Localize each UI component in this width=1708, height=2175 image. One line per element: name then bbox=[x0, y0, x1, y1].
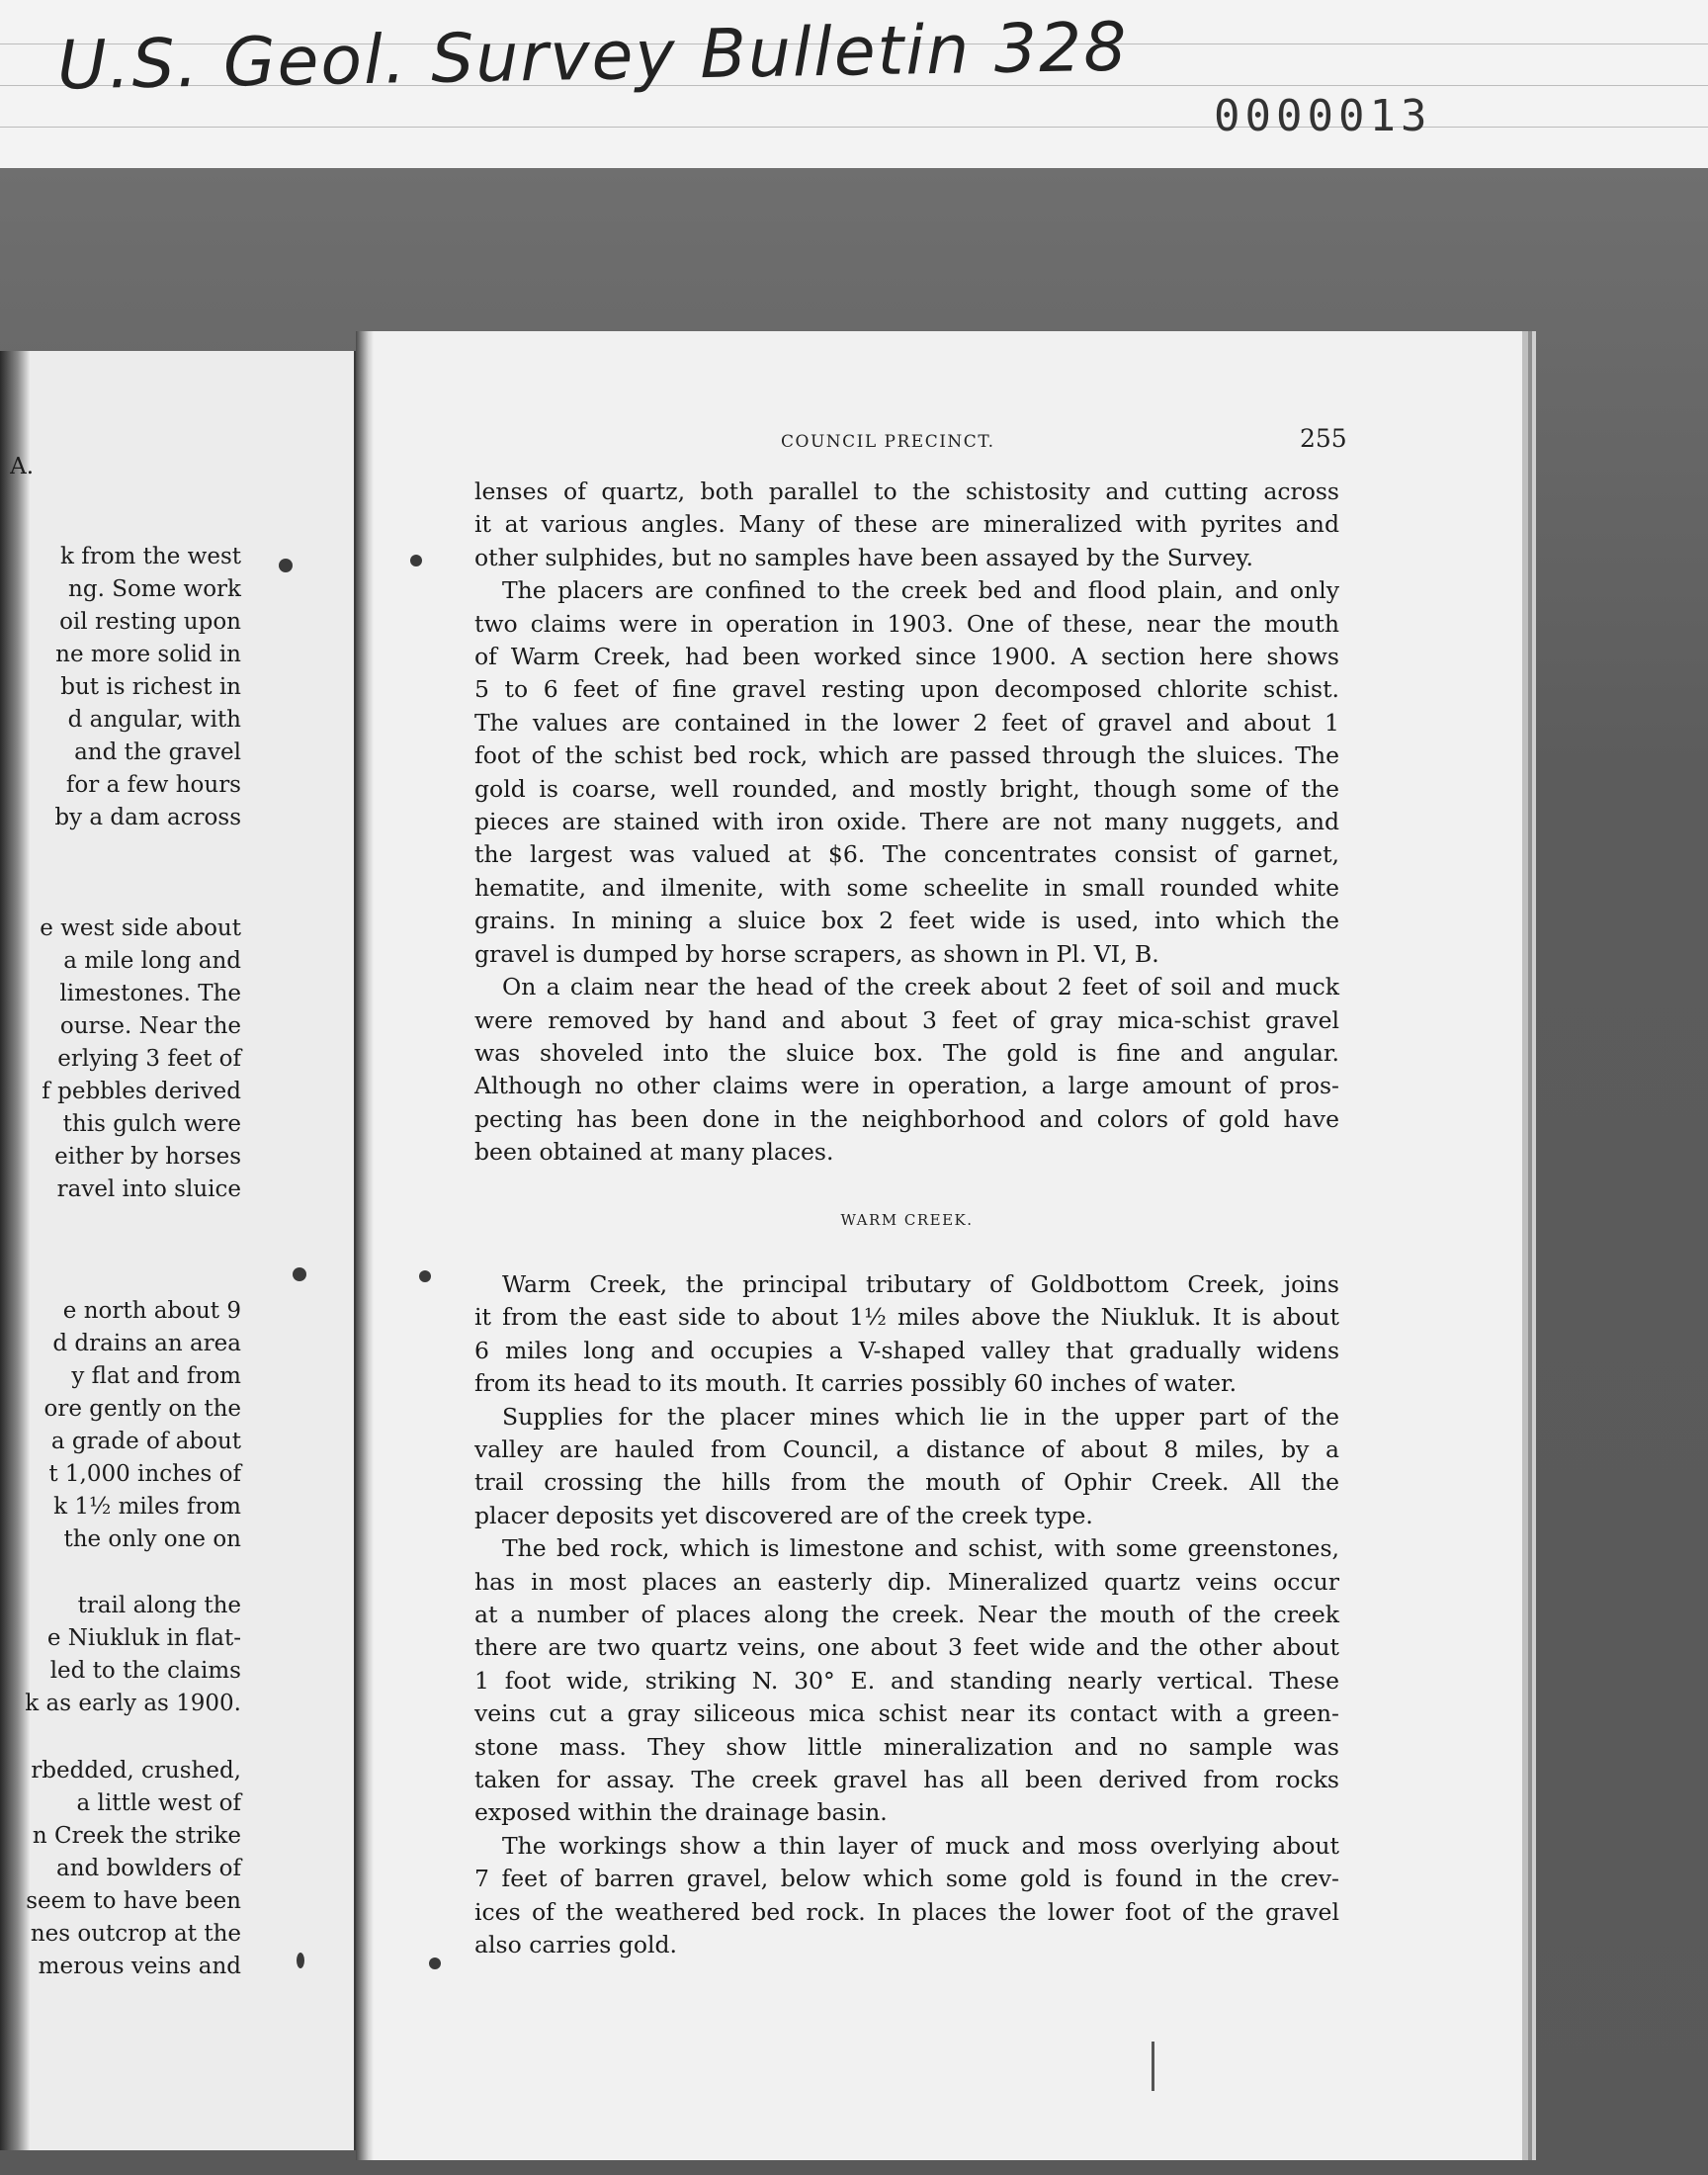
left-page-line: ne more solid in bbox=[55, 642, 241, 667]
section-heading: WARM CREEK. bbox=[840, 1210, 974, 1229]
left-page-line: d angular, with bbox=[67, 707, 241, 733]
text-line: two claims were in operation in 1903. One of these, near the mouth bbox=[474, 609, 1339, 638]
text-line: been obtained at many places. bbox=[474, 1138, 834, 1167]
left-page-line: e north about 9 bbox=[62, 1298, 241, 1324]
left-page-line: n Creek the strike bbox=[32, 1823, 241, 1849]
text-line: 7 feet of barren gravel, below which some gold is found in the crev- bbox=[474, 1865, 1339, 1893]
left-page-line: a grade of about bbox=[50, 1429, 241, 1454]
binding-hole bbox=[429, 1958, 441, 1969]
left-page-line: t 1,000 inches of bbox=[48, 1461, 241, 1487]
text-line: ices of the weathered bed rock. In places the lower foot of the gravel bbox=[474, 1897, 1339, 1926]
left-page-line: y flat and from bbox=[71, 1363, 241, 1389]
left-page-line: f pebbles derived bbox=[42, 1079, 241, 1104]
left-page-line: seem to have been bbox=[26, 1888, 241, 1914]
text-line: lenses of quartz, both parallel to the schistosity and cutting across bbox=[474, 478, 1339, 505]
text-line: pieces are stained with iron oxide. There are not many nuggets, and bbox=[474, 808, 1339, 836]
left-page-line: either by horses bbox=[54, 1144, 241, 1170]
text-line: veins cut a gray siliceous mica schist near its contact with a green- bbox=[474, 1699, 1339, 1728]
left-page-line: k from the west bbox=[59, 544, 241, 569]
ink-mark bbox=[1152, 2042, 1154, 2091]
text-line: from its head to its mouth. It carries possibly 60 inches of water. bbox=[474, 1369, 1238, 1398]
text-line: trail crossing the hills from the mouth of Ophir Creek. All the bbox=[474, 1468, 1339, 1497]
text-line: stone mass. They show little mineralization and no sample was bbox=[474, 1732, 1339, 1761]
text-line: hematite, and ilmenite, with some scheelite in small rounded white bbox=[474, 873, 1339, 902]
left-page-line: a little west of bbox=[76, 1790, 241, 1816]
left-page-line: oil resting upon bbox=[59, 609, 241, 635]
left-page-line: d drains an area bbox=[52, 1331, 241, 1356]
left-page bbox=[0, 351, 357, 2150]
left-page-line: ore gently on the bbox=[43, 1396, 241, 1422]
text-line: On a claim near the head of the creek about 2 feet of soil and muck bbox=[502, 973, 1339, 1001]
body-text bbox=[474, 476, 1339, 1961]
left-page-line: by a dam across bbox=[54, 805, 241, 830]
left-page-line: merous veins and bbox=[38, 1954, 241, 1979]
text-line: 6 miles long and occupies a V-shaped valley that gradually widens bbox=[474, 1336, 1339, 1364]
text-line: Warm Creek, the principal tributary of Goldbottom Creek, joins bbox=[502, 1269, 1339, 1298]
page-gutter-shadow bbox=[356, 331, 374, 2160]
text-line: has in most places an easterly dip. Mineralized quartz veins occur bbox=[474, 1567, 1339, 1596]
binding-hole bbox=[297, 1953, 304, 1968]
text-line: there are two quartz veins, one about 3 feet wide and the other about bbox=[474, 1633, 1339, 1662]
left-page-line: ravel into sluice bbox=[56, 1176, 241, 1202]
text-line: placer deposits yet discovered are of the creek type. bbox=[474, 1501, 1093, 1529]
left-page-line: for a few hours bbox=[65, 772, 241, 798]
left-page-line: rbedded, crushed, bbox=[31, 1758, 241, 1784]
text-line: foot of the schist bed rock, which are passed through the sluices. The bbox=[474, 741, 1339, 770]
text-line: The values are contained in the lower 2 feet of gravel and about 1 bbox=[474, 708, 1339, 737]
text-line: the largest was valued at $6. The concentrates consist of garnet, bbox=[474, 840, 1339, 869]
left-page-line: e west side about bbox=[40, 915, 241, 941]
page-number: 255 bbox=[1300, 424, 1347, 453]
left-page-line: limestones. The bbox=[59, 981, 241, 1006]
text-line: exposed within the drainage basin. bbox=[474, 1798, 888, 1827]
header-label-strip bbox=[0, 0, 1708, 170]
page-edge-shadow bbox=[0, 351, 30, 2150]
text-line: 5 to 6 feet of fine gravel resting upon decomposed chlorite schist. bbox=[474, 675, 1339, 704]
label-rule bbox=[0, 127, 1708, 128]
left-page-line: nes outcrop at the bbox=[30, 1921, 241, 1947]
text-line: of Warm Creek, had been worked since 1900. A section here shows bbox=[474, 643, 1339, 671]
text-line: The workings show a thin layer of muck and moss overlying about bbox=[502, 1831, 1339, 1860]
left-page-line: and the gravel bbox=[74, 740, 241, 765]
text-line: taken for assay. The creek gravel has all been derived from rocks bbox=[474, 1766, 1339, 1794]
text-line: were removed by hand and about 3 feet of gray mica-schist gravel bbox=[474, 1005, 1339, 1034]
binding-hole bbox=[279, 559, 293, 572]
left-page-line: this gulch were bbox=[62, 1111, 241, 1137]
left-page-line: ourse. Near the bbox=[59, 1013, 241, 1039]
left-page-line: A. bbox=[10, 454, 34, 479]
handwritten-title: U.S. Geol. Survey Bulletin 328 bbox=[56, 8, 1130, 106]
text-line: grains. In mining a sluice box 2 feet wide is used, into which the bbox=[474, 907, 1339, 935]
running-head: COUNCIL PRECINCT. bbox=[781, 432, 995, 452]
text-line: at a number of places along the creek. Near the mouth of the creek bbox=[474, 1601, 1339, 1628]
left-page-line: k 1½ miles from bbox=[53, 1494, 241, 1520]
left-page-line: but is richest in bbox=[60, 674, 241, 700]
text-line: pecting has been done in the neighborhood and colors of gold have bbox=[474, 1104, 1339, 1133]
text-line: gold is coarse, well rounded, and mostly bright, though some of the bbox=[474, 774, 1339, 803]
binding-hole bbox=[419, 1270, 431, 1282]
left-page-line: a mile long and bbox=[63, 948, 241, 974]
left-page-line: trail along the bbox=[77, 1593, 241, 1618]
left-page-line: erlying 3 feet of bbox=[57, 1046, 241, 1072]
binding-hole bbox=[410, 555, 422, 566]
text-line: other sulphides, but no samples have been assayed by the Survey. bbox=[474, 543, 1254, 571]
left-page-line: ng. Some work bbox=[68, 576, 241, 602]
text-line: Supplies for the placer mines which lie in the upper part of the bbox=[502, 1402, 1339, 1431]
text-line: The bed rock, which is limestone and schist, with some greenstones, bbox=[502, 1534, 1339, 1563]
left-page-line: the only one on bbox=[63, 1526, 241, 1552]
left-page-line: k as early as 1900. bbox=[25, 1691, 241, 1716]
left-page-line: led to the claims bbox=[49, 1658, 241, 1684]
main-page bbox=[356, 331, 1522, 2160]
binding-hole bbox=[293, 1267, 306, 1281]
text-line: it at various angles. Many of these are mineralized with pyrites and bbox=[474, 510, 1339, 539]
text-line: was shoveled into the sluice box. The gold is fine and angular. bbox=[474, 1038, 1339, 1067]
stamp-number: 0000013 bbox=[1214, 91, 1432, 141]
text-line: 1 foot wide, striking N. 30° E. and standing nearly vertical. These bbox=[474, 1666, 1339, 1695]
left-page-line: and bowlders of bbox=[56, 1856, 241, 1881]
text-line: valley are hauled from Council, a distance of about 8 miles, by a bbox=[474, 1435, 1339, 1463]
text-line: also carries gold. bbox=[474, 1931, 678, 1959]
text-line: Although no other claims were in operation, a large amount of pros- bbox=[474, 1072, 1339, 1100]
text-line: it from the east side to about 1½ miles above the Niukluk. It is about bbox=[474, 1303, 1339, 1332]
text-line: gravel is dumped by horse scrapers, as shown in Pl. VI, B. bbox=[474, 939, 1159, 968]
left-page-line: e Niukluk in flat- bbox=[46, 1625, 241, 1651]
text-line: The placers are confined to the creek bed and flood plain, and only bbox=[502, 576, 1339, 605]
